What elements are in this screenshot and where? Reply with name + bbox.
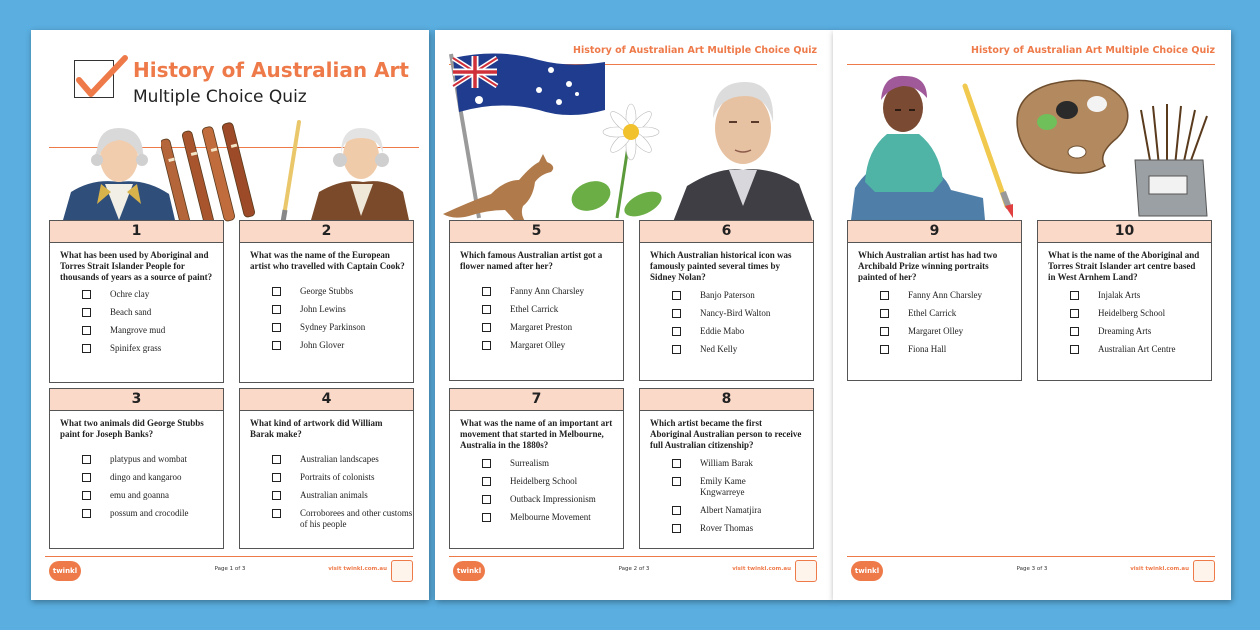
answer-label: William Barak <box>700 458 753 468</box>
footer-divider <box>847 556 1215 557</box>
answer-label: Ochre clay <box>110 289 150 299</box>
website-link[interactable]: visit twinkl.com.au <box>732 566 791 572</box>
answer-checkbox[interactable] <box>272 491 281 500</box>
answer-label: Beach sand <box>110 307 152 317</box>
answer-option[interactable] <box>482 512 623 523</box>
answer-label: Surrealism <box>510 458 549 468</box>
answer-label: Nancy-Bird Walton <box>700 308 771 318</box>
answer-label: emu and goanna <box>110 490 169 500</box>
question-box-6 <box>639 220 814 381</box>
question-text: What was the name of an important art movement that started in Melbourne, Australia in the 1880s? <box>460 418 613 450</box>
answer-options <box>450 451 623 523</box>
answer-option[interactable] <box>1070 344 1211 355</box>
footer-divider <box>45 556 413 557</box>
answer-option[interactable] <box>672 476 782 498</box>
answer-checkbox[interactable] <box>82 344 91 353</box>
question-text: What was the name of the European artist who travelled with Captain Cook? <box>250 250 405 271</box>
answer-label: Rover Thomas <box>700 523 754 533</box>
running-header: History of Australian Art Multiple Choice Quiz <box>971 45 1215 56</box>
question-box-10 <box>1037 220 1212 381</box>
answer-checkbox[interactable] <box>272 341 281 350</box>
answer-label: Spinifex grass <box>110 343 162 353</box>
answer-options <box>640 451 813 534</box>
answer-label: George Stubbs <box>300 286 354 296</box>
answer-label: Fanny Ann Charsley <box>510 286 584 296</box>
worksheet-page-1 <box>31 30 429 600</box>
answer-label: Portraits of colonists <box>300 472 375 482</box>
answer-options <box>848 283 1021 355</box>
answer-option[interactable] <box>482 494 623 505</box>
answer-checkbox[interactable] <box>672 459 681 468</box>
answer-label: possum and crocodile <box>110 508 189 518</box>
kangaroo-illustration <box>439 140 559 230</box>
answer-checkbox[interactable] <box>672 327 681 336</box>
answer-option[interactable] <box>482 340 623 351</box>
website-link[interactable]: visit twinkl.com.au <box>328 566 387 572</box>
worksheet-page-3 <box>833 30 1231 600</box>
answer-options <box>50 283 223 354</box>
answer-option[interactable] <box>82 289 223 300</box>
question-box-9 <box>847 220 1022 381</box>
answer-label: Heidelberg School <box>510 476 578 486</box>
answer-option[interactable] <box>82 472 223 483</box>
question-number: 6 <box>640 221 813 243</box>
question-number: 8 <box>640 389 813 411</box>
answer-option[interactable] <box>82 307 223 318</box>
paintbrush-illustration <box>275 118 305 236</box>
answer-checkbox[interactable] <box>880 309 889 318</box>
twinkl-logo: twinkl <box>453 561 485 581</box>
answer-option[interactable] <box>82 454 223 465</box>
page-subtitle: Multiple Choice Quiz <box>133 87 307 107</box>
page-title: History of Australian Art <box>133 58 409 82</box>
answer-checkbox[interactable] <box>272 287 281 296</box>
answer-label: Outback Impressionism <box>510 494 596 504</box>
question-box-3 <box>49 388 224 549</box>
answer-label: Heidelberg School <box>1098 308 1166 318</box>
answer-label: Fiona Hall <box>908 344 947 354</box>
question-number: 5 <box>450 221 623 243</box>
question-box-4 <box>239 388 414 549</box>
answer-checkbox[interactable] <box>82 455 91 464</box>
answer-option[interactable] <box>880 344 1021 355</box>
running-header: History of Australian Art Multiple Choice Quiz <box>573 45 817 56</box>
question-text: What two animals did George Stubbs paint for Joseph Banks? <box>60 418 204 439</box>
answer-option[interactable] <box>272 340 413 351</box>
answer-checkbox[interactable] <box>880 345 889 354</box>
daisy-flower-illustration <box>565 100 675 220</box>
answer-checkbox[interactable] <box>672 506 681 515</box>
answer-checkbox[interactable] <box>482 495 491 504</box>
answer-option[interactable] <box>82 343 223 354</box>
answer-options <box>1038 283 1211 355</box>
question-number: 1 <box>50 221 223 243</box>
answer-option[interactable] <box>672 308 813 319</box>
answer-checkbox[interactable] <box>82 290 91 299</box>
answer-label: Dreaming Arts <box>1098 326 1152 336</box>
question-number: 10 <box>1038 221 1211 243</box>
answer-checkbox[interactable] <box>272 509 281 518</box>
answer-checkbox[interactable] <box>482 459 491 468</box>
answer-checkbox[interactable] <box>482 305 491 314</box>
answer-option[interactable] <box>482 458 623 469</box>
answer-checkbox[interactable] <box>82 326 91 335</box>
answer-checkbox[interactable] <box>1070 327 1079 336</box>
answer-label: Corroborees and other customs of his people <box>300 508 413 529</box>
answer-option[interactable] <box>272 286 413 297</box>
question-text: What has been used by Aboriginal and Torres Strait Islander People for thousands of years as a source of paint? <box>60 250 213 282</box>
question-number: 4 <box>240 389 413 411</box>
answer-checkbox[interactable] <box>82 308 91 317</box>
page-number: Page 3 of 3 <box>1016 566 1048 572</box>
answer-label: Melbourne Movement <box>510 512 591 522</box>
question-number: 7 <box>450 389 623 411</box>
answer-checkbox[interactable] <box>482 323 491 332</box>
question-text: What is the name of the Aboriginal and Torres Strait Islander art centre based in West Arnhem Land? <box>1048 250 1200 282</box>
answer-checkbox[interactable] <box>672 291 681 300</box>
answer-label: Margaret Olley <box>908 326 964 336</box>
answer-checkbox[interactable] <box>1070 291 1079 300</box>
answer-option[interactable] <box>82 325 223 336</box>
brush-tin-illustration <box>1121 100 1221 220</box>
answer-option[interactable] <box>1070 308 1211 319</box>
answer-checkbox[interactable] <box>82 509 91 518</box>
answer-option[interactable] <box>672 326 813 337</box>
answer-option[interactable] <box>272 304 413 315</box>
answer-checkbox[interactable] <box>672 477 681 486</box>
answer-label: dingo and kangaroo <box>110 472 182 482</box>
answer-options <box>640 283 813 355</box>
answer-checkbox[interactable] <box>272 305 281 314</box>
answer-label: Emily Kame Kngwarreye <box>700 476 746 497</box>
answer-checkbox[interactable] <box>1070 345 1079 354</box>
answer-label: Australian Art Centre <box>1098 344 1176 354</box>
question-box-5 <box>449 220 624 381</box>
answer-label: Australian animals <box>300 490 368 500</box>
answer-option[interactable] <box>880 326 1021 337</box>
answer-label: platypus and wombat <box>110 454 187 464</box>
answer-option[interactable] <box>272 472 413 483</box>
answer-option[interactable] <box>272 454 413 465</box>
twinkl-logo: twinkl <box>49 561 81 581</box>
answer-checkbox[interactable] <box>880 291 889 300</box>
answer-option[interactable] <box>272 322 413 333</box>
question-box-8 <box>639 388 814 549</box>
answer-checkbox[interactable] <box>672 524 681 533</box>
answer-label: Ethel Carrick <box>510 304 559 314</box>
answer-options <box>450 272 623 351</box>
answer-checkbox[interactable] <box>482 477 491 486</box>
answer-label: Australian landscapes <box>300 454 379 464</box>
answer-checkbox[interactable] <box>82 473 91 482</box>
answer-options <box>50 440 223 519</box>
answer-checkbox[interactable] <box>482 513 491 522</box>
answer-label: Sydney Parkinson <box>300 322 366 332</box>
answer-label: Eddie Mabo <box>700 326 745 336</box>
answer-option[interactable] <box>880 290 1021 301</box>
quality-badge-icon <box>391 560 413 582</box>
worksheet-page-2 <box>435 30 833 600</box>
answer-checkbox[interactable] <box>1070 309 1079 318</box>
answer-option[interactable] <box>880 308 1021 319</box>
sidney-nolan-portrait-illustration <box>667 66 817 222</box>
answer-option[interactable] <box>1070 326 1211 337</box>
answer-label: John Lewins <box>300 304 346 314</box>
question-text: Which Australian historical icon was famously painted several times by Sidney Nolan? <box>650 250 792 282</box>
answer-checkbox[interactable] <box>672 345 681 354</box>
answer-label: Margaret Preston <box>510 322 573 332</box>
twinkl-logo: twinkl <box>851 561 883 581</box>
answer-options <box>240 440 413 530</box>
page-number: Page 2 of 3 <box>618 566 650 572</box>
question-box-7 <box>449 388 624 549</box>
question-box-1 <box>49 220 224 383</box>
answer-option[interactable] <box>482 304 623 315</box>
answer-label: Fanny Ann Charsley <box>908 290 982 300</box>
answer-option[interactable] <box>272 508 413 530</box>
question-box-2 <box>239 220 414 383</box>
answer-option[interactable] <box>82 490 223 501</box>
answer-checkbox[interactable] <box>482 341 491 350</box>
answer-option[interactable] <box>672 290 813 301</box>
page-number: Page 1 of 3 <box>214 566 246 572</box>
quality-badge-icon <box>1193 560 1215 582</box>
answer-option[interactable] <box>1070 290 1211 301</box>
answer-label: Ethel Carrick <box>908 308 957 318</box>
quality-badge-icon <box>795 560 817 582</box>
answer-label: Injalak Arts <box>1098 290 1141 300</box>
answer-option[interactable] <box>482 476 623 487</box>
question-text: Which artist became the first Aboriginal Australian person to receive full Australian citizenship? <box>650 418 802 450</box>
answer-checkbox[interactable] <box>272 473 281 482</box>
answer-option[interactable] <box>272 490 413 501</box>
checkmark-icon <box>73 54 129 100</box>
answer-option[interactable] <box>672 344 813 355</box>
question-number: 9 <box>848 221 1021 243</box>
answer-label: Ned Kelly <box>700 344 738 354</box>
answer-checkbox[interactable] <box>272 323 281 332</box>
answer-checkbox[interactable] <box>672 309 681 318</box>
answer-option[interactable] <box>482 286 623 297</box>
footer-divider <box>449 556 817 557</box>
answer-checkbox[interactable] <box>82 491 91 500</box>
paint-palette-illustration <box>1005 76 1135 176</box>
question-text: Which Australian artist has had two Archibald Prize winning portraits painted of her? <box>858 250 998 282</box>
answer-label: Banjo Paterson <box>700 290 755 300</box>
answer-option[interactable] <box>672 523 813 534</box>
answer-checkbox[interactable] <box>880 327 889 336</box>
question-number: 2 <box>240 221 413 243</box>
answer-checkbox[interactable] <box>482 287 491 296</box>
question-text: Which famous Australian artist got a flower named after her? <box>460 250 603 271</box>
question-text: What kind of artwork did William Barak make? <box>250 418 383 439</box>
joseph-banks-portrait-illustration <box>303 120 413 220</box>
website-link[interactable]: visit twinkl.com.au <box>1130 566 1189 572</box>
answer-option[interactable] <box>672 505 813 516</box>
answer-label: Albert Namatjira <box>700 505 762 515</box>
answer-label: Mangrove mud <box>110 325 166 335</box>
answer-checkbox[interactable] <box>272 455 281 464</box>
question-number: 3 <box>50 389 223 411</box>
answer-option[interactable] <box>672 458 813 469</box>
answer-label: John Glover <box>300 340 345 350</box>
header-divider <box>847 64 1215 65</box>
answer-option[interactable] <box>82 508 223 519</box>
answer-options <box>240 272 413 351</box>
answer-label: Margaret Olley <box>510 340 566 350</box>
answer-option[interactable] <box>482 322 623 333</box>
